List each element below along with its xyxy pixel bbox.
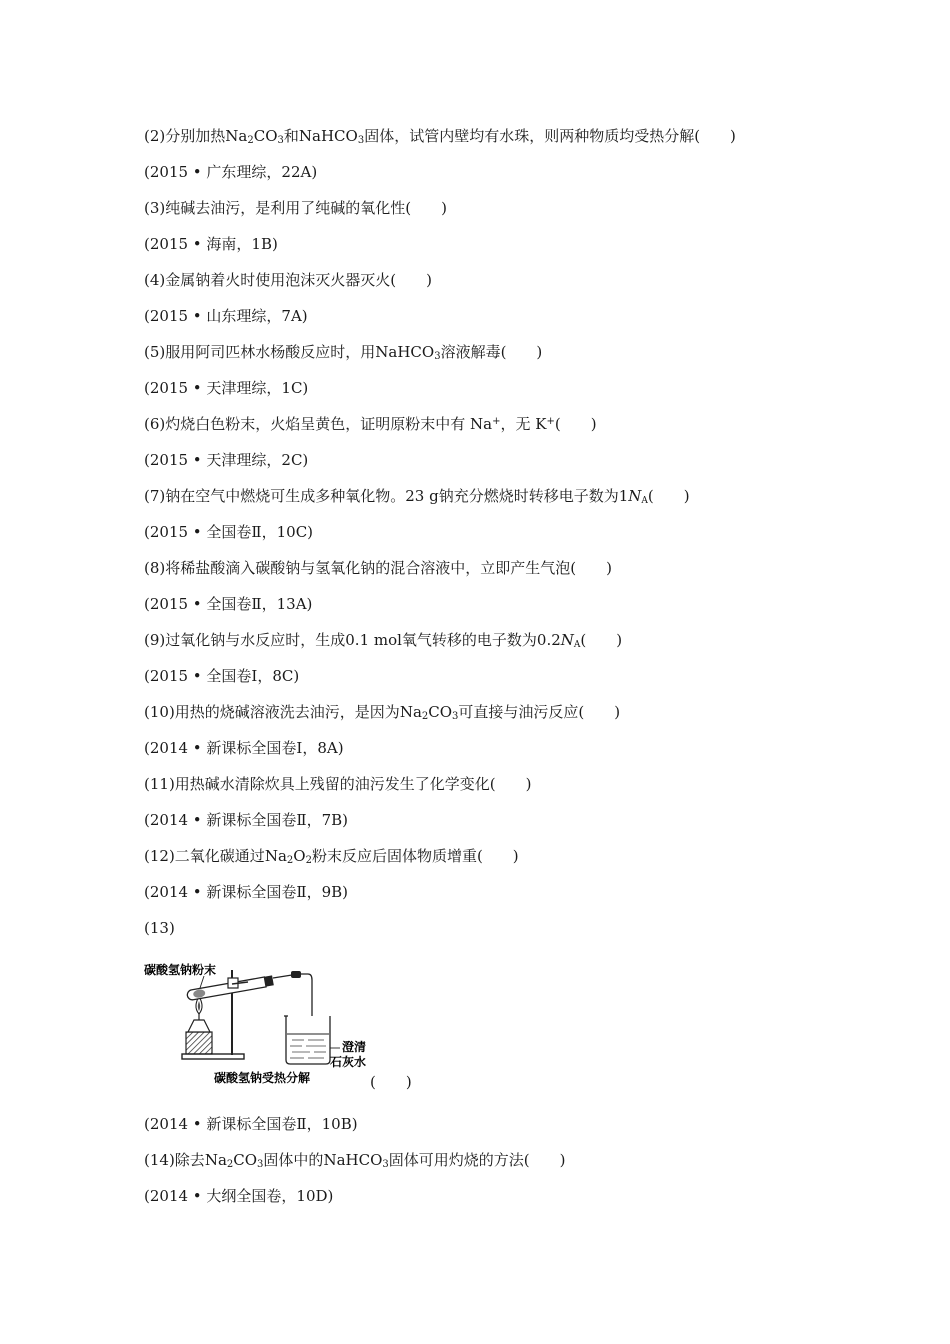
question-3-source: (2015 • 海南，1B) (144, 235, 278, 253)
question-11: (11)用热碱水清除炊具上残留的油污发生了化学变化( ) (144, 775, 532, 793)
question-14: (14)除去$Na_2CO_3$固体中的NaHCO$_3$固体可用灼烧的方法( ) (144, 1151, 566, 1170)
apparatus-figure (144, 956, 424, 1086)
question-8: (8)将稀盐酸滴入碳酸钠与氢氧化钠的混合溶液中，立即产生气泡( ) (144, 559, 612, 577)
question-2-source: (2015 • 广东理综，22A) (144, 163, 318, 181)
rubber-joint (291, 971, 301, 978)
question-5: (5)服用阿司匹林水杨酸反应时，用NaHCO$_3$溶液解毒( ) (144, 343, 543, 362)
question-6-source: (2015 • 天津理综，2C) (144, 451, 309, 469)
question-4: (4)金属钠着火时使用泡沫灭火器灭火( ) (144, 271, 432, 289)
question-10: (10)用热的烧碱溶液洗去油污，是因为$Na_2CO_3$可直接与油污反应( ) (144, 703, 621, 722)
question-7: (7)钠在空气中燃烧可生成多种氧化物。23 g钠充分燃烧时转移电子数为$1N_A$( ) (144, 487, 690, 506)
delivery-tube (273, 975, 292, 978)
test-tube (187, 977, 267, 1001)
question-14-source: (2014 • 大纲全国卷，10D) (144, 1187, 334, 1205)
question-4-source: (2015 • 山东理综，7A) (144, 307, 308, 325)
question-13: (13) (144, 919, 175, 937)
question-12-source: (2014 • 新课标全国卷Ⅱ，9B) (144, 883, 349, 901)
question-5-source: (2015 • 天津理综，1C) (144, 379, 309, 397)
question-9-source: (2015 • 全国卷Ⅰ，8C) (144, 667, 300, 685)
label-powder: 碳酸氢钠粉末 (144, 963, 217, 977)
alcohol-lamp (188, 1020, 210, 1032)
question-10-source: (2014 • 新课标全国卷Ⅰ，8A) (144, 739, 344, 757)
burner-block (186, 1032, 212, 1054)
question-8-source: (2015 • 全国卷Ⅱ，13A) (144, 595, 313, 613)
question-2: (2)分别加热$Na_2CO_3$和NaHCO$_3$固体，试管内壁均有水珠，则两种物质均受热分解( ) (144, 127, 736, 146)
question-12: (12)二氧化碳通过$Na_2O_2$粉末反应后固体物质增重( ) (144, 847, 519, 866)
question-7-source: (2015 • 全国卷Ⅱ，10C) (144, 523, 314, 541)
question-9: (9)过氧化钠与水反应时，生成0.1 mol氧气转移的电子数为$0.2N_A$( ) (144, 631, 623, 650)
label-limewater-1: 澄清 (342, 1040, 367, 1054)
question-6: (6)灼烧白色粉末，火焰呈黄色，证明原粉末中有 Na+，无 K+( ) (144, 415, 597, 433)
stopper (264, 975, 274, 986)
question-11-source: (2014 • 新课标全国卷Ⅱ，7B) (144, 811, 349, 829)
question-13-source: (2014 • 新课标全国卷Ⅱ，10B) (144, 1115, 358, 1133)
figure-caption: 碳酸氢钠受热分解 (214, 1071, 311, 1085)
stand-base (182, 1054, 244, 1059)
question-13-answer-blank: ( ) (370, 1073, 412, 1091)
question-3: (3)纯碱去油污，是利用了纯碱的氧化性( ) (144, 199, 447, 217)
label-limewater-2: 石灰水 (330, 1055, 367, 1069)
